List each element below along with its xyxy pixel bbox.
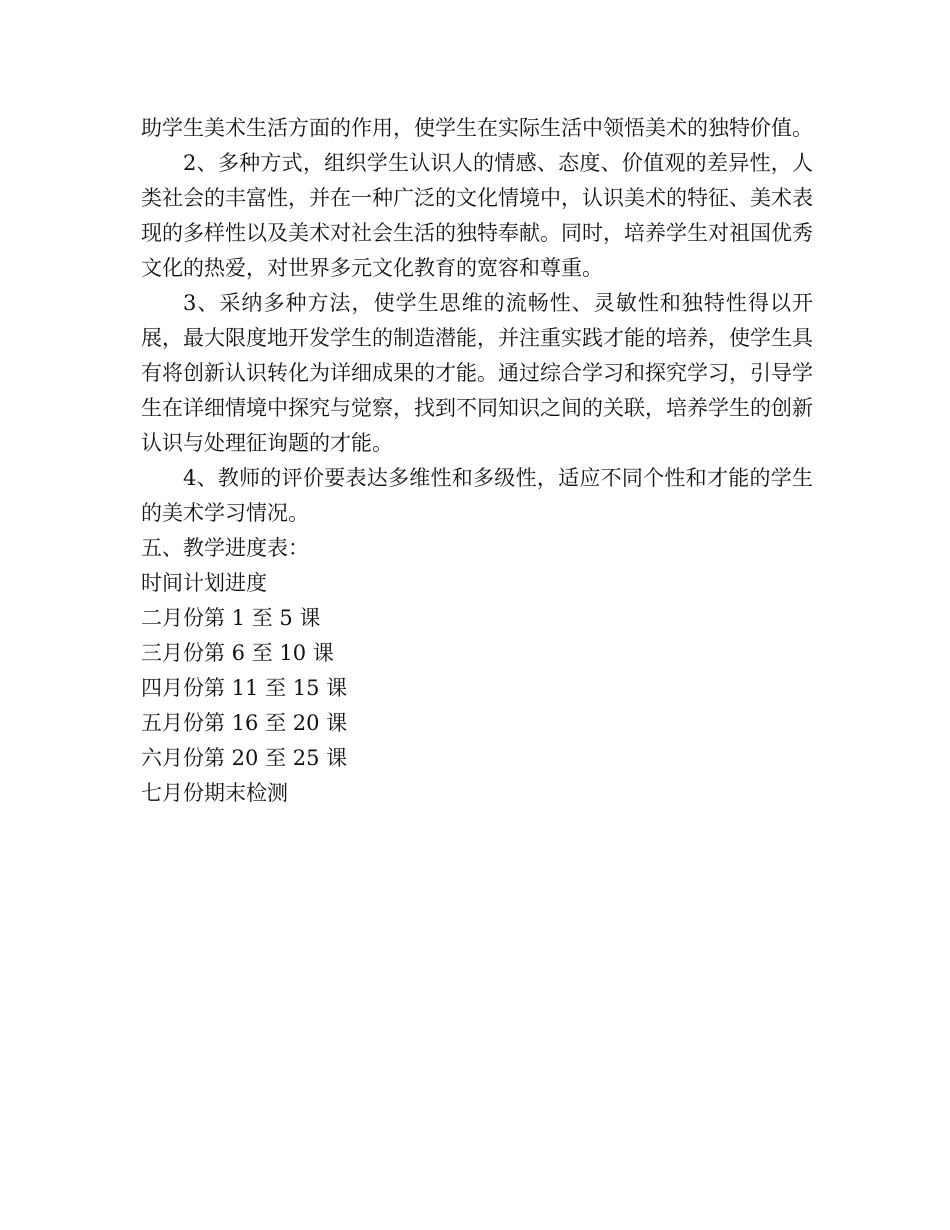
paragraph-item-4: 4、教师的评价要表达多维性和多级性，适应不同个性和才能的学生的美术学习情况。 bbox=[141, 466, 813, 525]
schedule-row: 二月份第 1 至 5 课 bbox=[141, 606, 321, 630]
paragraph-continuation: 助学生美术生活方面的作用，使学生在实际生活中领悟美术的独特价值。 bbox=[141, 116, 813, 140]
schedule-row: 五月份第 16 至 20 课 bbox=[141, 711, 348, 735]
paragraph-item-2: 2、多种方式，组织学生认识人的情感、态度、价值观的差异性，人类社会的丰富性，并在一种广泛的文化情境中，认识美术的特征、美术表现的多样性以及美术对社会生活的独特奉献。同时，培养学生对祖国优秀文化的热爱，对世界多元文化教育的宽容和尊重。 bbox=[141, 151, 813, 280]
schedule-row: 七月份期末检测 bbox=[141, 781, 288, 805]
schedule-row: 四月份第 11 至 15 课 bbox=[141, 676, 348, 700]
schedule-row: 三月份第 6 至 10 课 bbox=[141, 641, 334, 665]
schedule-row: 六月份第 20 至 25 课 bbox=[141, 746, 348, 770]
document-body bbox=[141, 111, 813, 811]
schedule-header: 时间计划进度 bbox=[141, 571, 267, 595]
paragraph-item-3: 3、采纳多种方法，使学生思维的流畅性、灵敏性和独特性得以开展，最大限度地开发学生的制造潜能，并注重实践才能的培养，使学生具有将创新认识转化为详细成果的才能。通过综合学习和探究学习，引导学生在详细情境中探究与觉察，找到不同知识之间的关联，培养学生的创新认识与处理征询题的才能。 bbox=[141, 291, 813, 455]
section-heading: 五、教学进度表： bbox=[141, 536, 309, 560]
